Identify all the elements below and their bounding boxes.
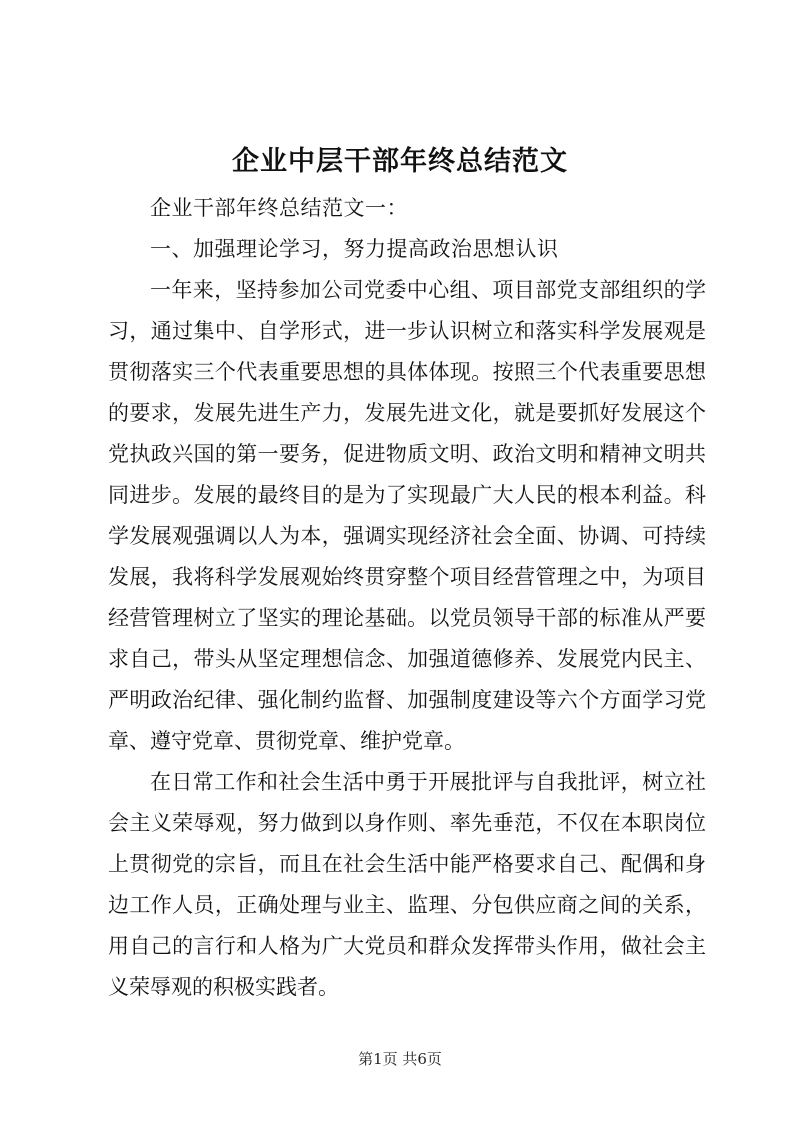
document-title: 企业中层干部年终总结范文 [232, 146, 568, 177]
section-heading-intro: 企业干部年终总结范文一： [150, 196, 408, 220]
page-footer: 第1页 共6页 [358, 1050, 442, 1068]
section-heading-1: 一、加强理论学习，努力提高政治思想认识 [150, 237, 559, 261]
body-paragraph-1: 一年来，坚持参加公司党委中心组、项目部党支部组织的学习，通过集中、自学形式，进一步认识树立和落实科学发展观是贯彻落实三个代表重要思想的具体体现。按照三个代表重要思想的要求，发展先进生产力，发展先进文化，就是要抓好发展这个党执政兴国的第一要务，促进物质文明、政治文明和精神文明共同进步。发展的最终目的是为了实现最广大人民的根本利益。科学发展观强调以人为本，强调实现经济社会全面、协调、可持续发展，我将科学发展观始终贯穿整个项目经营管理之中，为项目经营管理树立了坚实的理论基础。以党员领导干部的标准从严要求自己，带头从坚定理想信念、加强道德修养、发展党内民主、严明政治纪律、强化制约监督、加强制度建设等六个方面学习党章、遵守党章、贯彻党章、维护党章。 [108, 278, 706, 753]
document-body [108, 188, 706, 1008]
body-paragraph-2: 在日常工作和社会生活中勇于开展批评与自我批评，树立社会主义荣辱观，努力做到以身作则、率先垂范，不仅在本职岗位上贯彻党的宗旨，而且在社会生活中能严格要求自己、配偶和身边工作人员，正确处理与业主、监理、分包供应商之间的关系，用自己的言行和人格为广大党员和群众发挥带头作用，做社会主义荣辱观的积极实践者。 [108, 770, 706, 999]
